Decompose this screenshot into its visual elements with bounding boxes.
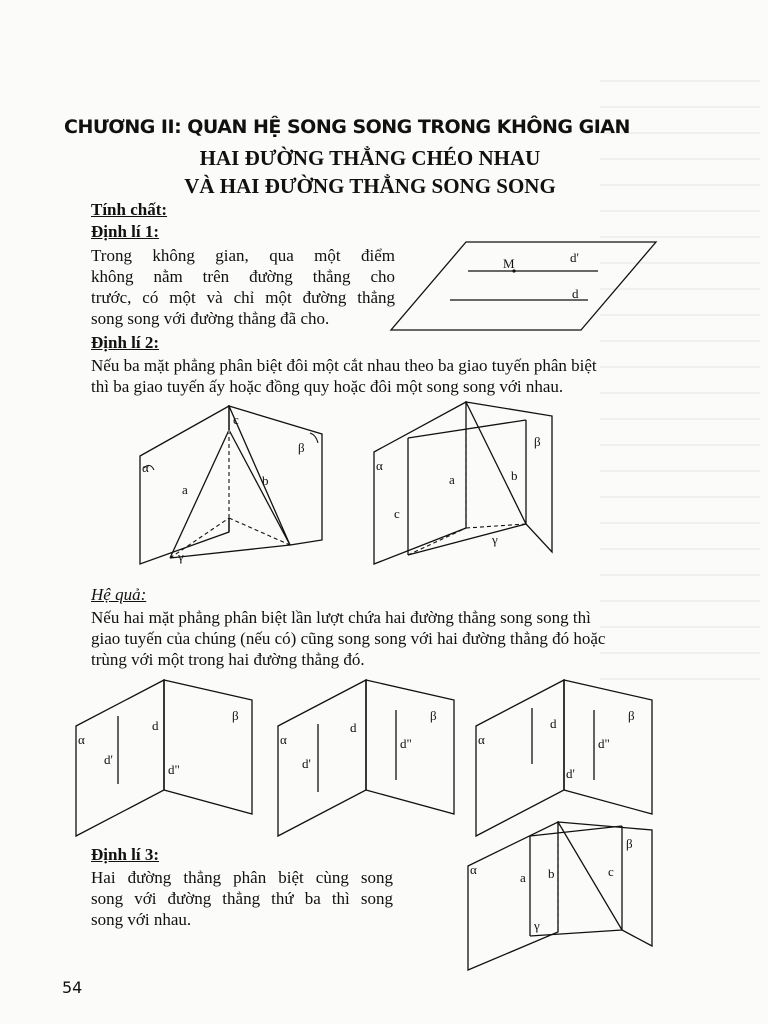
label-d-prime: d' (104, 752, 113, 767)
corollary-heading: Hệ quả: (91, 585, 147, 604)
label-d: d (550, 716, 557, 731)
corollary-line: Nếu hai mặt phẳng phân biệt lần lượt chứa hai đường thẳng song song thì (91, 608, 591, 627)
label-alpha: α (280, 732, 287, 747)
theorem-1-line: không nằm trên đường thẳng cho (91, 267, 395, 286)
label-d-double-prime: d" (598, 736, 610, 751)
theorem-3-line: song với nhau. (91, 910, 192, 929)
label-d-double-prime: d" (168, 762, 180, 777)
section-title-line-2: VÀ HAI ĐƯỜNG THẲNG SONG SONG (184, 174, 556, 198)
figure-plane-point-line (388, 238, 660, 334)
plane-alpha (278, 680, 366, 836)
theorem-2-text (91, 355, 691, 397)
theorem-2-heading: Định lí 2: (91, 333, 160, 352)
label-d-prime: d' (570, 250, 579, 265)
corollary-text (91, 607, 691, 670)
label-beta: β (628, 708, 635, 723)
label-d-double-prime: d" (400, 736, 412, 751)
theorem-2-line: Nếu ba mặt phẳng phân biệt đôi một cắt nhau theo ba giao tuyến phân biệt (91, 356, 597, 375)
figure-concurrent-lines (130, 400, 330, 568)
section-title-line-1: HAI ĐƯỜNG THẲNG CHÉO NHAU (199, 146, 541, 170)
label-beta: β (534, 434, 541, 449)
theorem-3-line: Hai đường thẳng phân biệt cùng song (91, 868, 393, 887)
corollary-line: trùng với một trong hai đường thẳng đó. (91, 650, 365, 669)
plane-alpha (76, 680, 164, 836)
plane-alpha (476, 680, 564, 836)
label-gamma: γ (178, 549, 184, 564)
theorem-2-line: thì ba giao tuyến ấy hoặc đồng quy hoặc đôi một song song với nhau. (91, 377, 564, 396)
theorem-1-text (91, 245, 395, 329)
label-alpha: α (478, 732, 485, 747)
theorem-3-heading: Định lí 3: (91, 845, 160, 864)
label-m: M (503, 256, 515, 271)
label-b: b (548, 866, 555, 881)
plane-beta (466, 402, 552, 552)
label-d: d (152, 718, 159, 733)
label-d: d (572, 286, 579, 301)
label-alpha: α (78, 732, 85, 747)
figure-three-parallel-lines (462, 816, 662, 974)
label-b: b (262, 473, 269, 488)
figure-corollary-case-2 (274, 676, 460, 846)
theorem-1-line: song song với đường thẳng đã cho. (91, 309, 330, 328)
line-b (229, 430, 290, 545)
figure-parallel-lines (368, 400, 560, 568)
label-alpha: α (142, 460, 149, 475)
label-a: a (520, 870, 526, 885)
figure-corollary-case-1 (72, 676, 258, 846)
theorem-1-line: Trong không gian, qua một điểm (91, 246, 395, 265)
line-a (170, 430, 229, 558)
plane-alpha (468, 822, 558, 970)
theorem-3-text (91, 867, 393, 930)
plane-beta (558, 822, 652, 946)
label-c: c (233, 412, 239, 427)
label-beta: β (232, 708, 239, 723)
label-gamma: γ (534, 918, 540, 933)
label-c: c (608, 864, 614, 879)
chapter-title: CHƯƠNG II: QUAN HỆ SONG SONG TRONG KHÔNG GIAN (64, 116, 630, 138)
label-beta: β (626, 836, 633, 851)
properties-heading: Tính chất: (91, 200, 168, 219)
label-alpha: α (470, 862, 477, 877)
plane-shape (391, 242, 656, 330)
label-d-prime: d' (566, 766, 575, 781)
page-number: 54 (62, 978, 83, 997)
label-d: d (350, 720, 357, 735)
label-b: b (511, 468, 518, 483)
theorem-3-line: song với đường thẳng thứ ba thì song (91, 889, 393, 908)
label-alpha: α (376, 458, 383, 473)
plane-beta (164, 680, 252, 814)
label-d-prime: d' (302, 756, 311, 771)
hidden-edge (229, 518, 290, 545)
label-gamma: γ (492, 532, 498, 547)
label-c: c (394, 506, 400, 521)
theorem-1-line: trước, có một và chỉ một đường thẳng (91, 288, 395, 307)
label-a: a (449, 472, 455, 487)
label-beta: β (298, 440, 305, 455)
label-a: a (182, 482, 188, 497)
theorem-1-heading: Định lí 1: (91, 222, 160, 241)
corollary-line: giao tuyến của chúng (nếu có) cũng song song với hai đường thẳng đó hoặc (91, 629, 606, 648)
label-beta: β (430, 708, 437, 723)
